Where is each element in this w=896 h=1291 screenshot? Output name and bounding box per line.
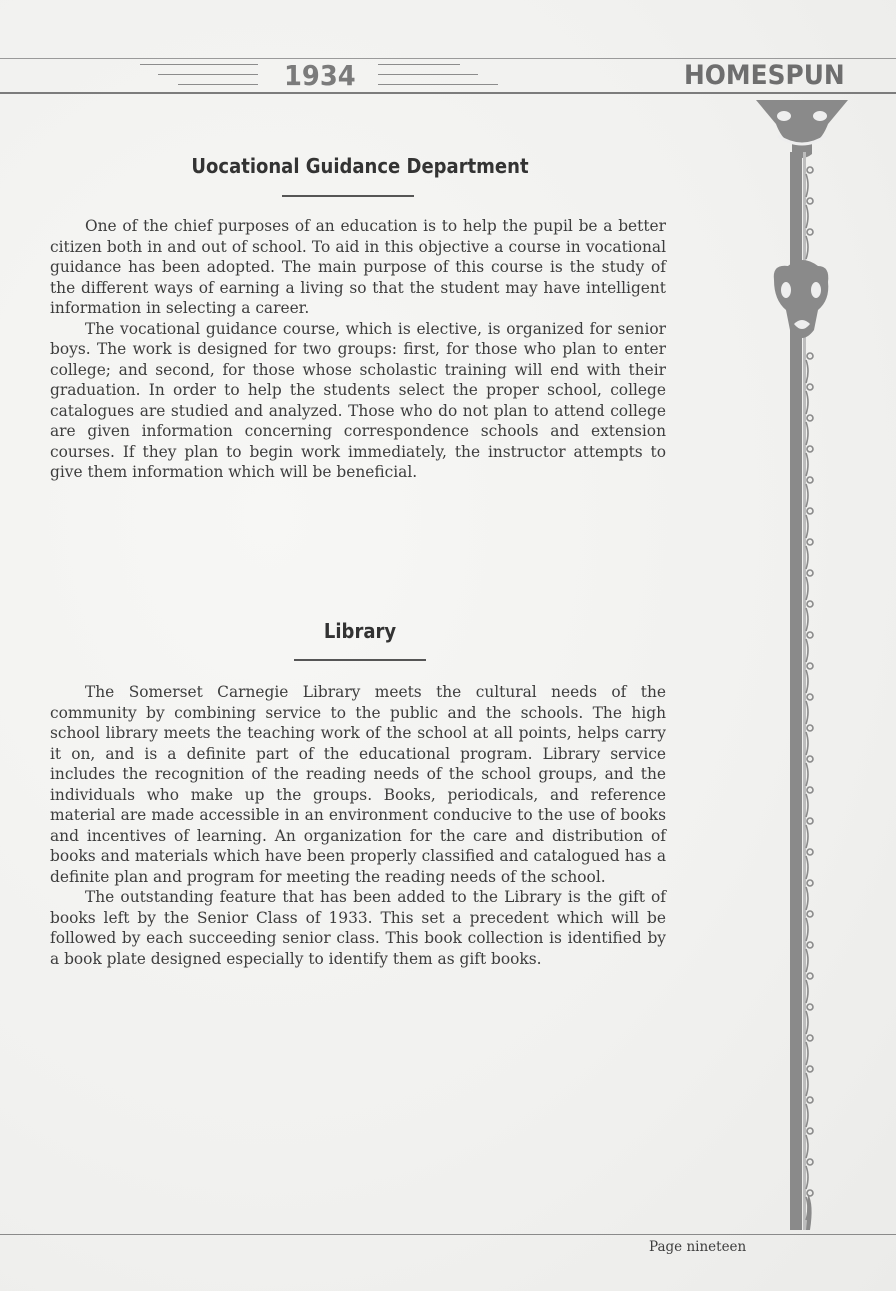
- pole-ring-icon: [807, 663, 813, 669]
- pole-scallop: [806, 1073, 808, 1096]
- pole-scallop: [806, 360, 808, 383]
- pole-scallop: [806, 1011, 808, 1034]
- pole-ring-icon: [807, 694, 813, 700]
- pole-ring-icon: [807, 508, 813, 514]
- pole-ring-icon: [807, 632, 813, 638]
- totem-pole-icon: [748, 94, 858, 1234]
- pole-scallop: [806, 825, 808, 848]
- pole-scallop: [806, 484, 808, 507]
- pole-scallop: [806, 236, 808, 259]
- pole-scallop: [806, 1197, 808, 1220]
- pole-ring-icon: [807, 415, 813, 421]
- section-body-library: [50, 682, 666, 969]
- pole-scallop: [806, 887, 808, 910]
- pole-scallop: [806, 205, 808, 228]
- pole-scallop: [806, 422, 808, 445]
- pole-ring-icon: [807, 880, 813, 886]
- footer-rule: [0, 1234, 896, 1235]
- pole-scallop: [806, 670, 808, 693]
- section-title-vocational-guidance: Uocational Guidance Department: [191, 154, 529, 178]
- section-title-underline: [282, 195, 414, 197]
- section-body-vocational-guidance: [50, 216, 666, 483]
- pole-scallop: [806, 1042, 808, 1065]
- top-face-eye-right-icon: [813, 111, 827, 121]
- pole-scallop: [806, 856, 808, 879]
- pole-scallop: [806, 391, 808, 414]
- section-title-library: Library: [323, 619, 397, 643]
- pole-ring-icon: [807, 539, 813, 545]
- top-face-eye-left-icon: [777, 111, 791, 121]
- pole-ring-icon: [807, 1004, 813, 1010]
- pole-scallop: [806, 515, 808, 538]
- pole-ring-icon: [807, 942, 813, 948]
- pole-ring-icon: [807, 601, 813, 607]
- pole-ring-icon: [807, 570, 813, 576]
- year-deco-line-left-3: [178, 84, 258, 85]
- pole-ring-icon: [807, 756, 813, 762]
- pole-ring-icon: [807, 911, 813, 917]
- pole-scallop: [806, 701, 808, 724]
- paragraph: The Somerset Carnegie Library meets the cultural needs of the community by combining service to the public and the schools. The high school library meets the teaching work of the school at all points, helps carry it on, and is a definite part of the educational program. Library service includes the recognition of the reading needs of the school groups, and the individuals who make up the groups. Books, periodicals, and reference material are made accessible in an environment conducive to the use of books and incentives of learning. An organization for the care and distribution of books and materials which have been properly classified and catalogued has a definite plan and program for meeting the reading needs of the school.: [50, 683, 666, 886]
- pole-scallop: [806, 546, 808, 569]
- pole-ring-icon: [807, 384, 813, 390]
- pole-scallop: [806, 453, 808, 476]
- pole-ring-icon: [807, 1035, 813, 1041]
- header-year: 1934: [284, 59, 356, 92]
- pole-scallop: [806, 794, 808, 817]
- pole-ring-icon: [807, 1128, 813, 1134]
- top-face-icon: [756, 100, 848, 158]
- pole-ring-icon: [807, 198, 813, 204]
- pole-ring-icon: [807, 1159, 813, 1165]
- pole-scallop: [806, 949, 808, 972]
- pole-ring-icon: [807, 1097, 813, 1103]
- page-number: Page nineteen: [649, 1239, 747, 1255]
- pole-ring-icon: [807, 818, 813, 824]
- pole-ring-icon: [807, 477, 813, 483]
- year-deco-line-right-2: [378, 74, 478, 75]
- pole-scallop: [806, 1166, 808, 1189]
- year-deco-line-left-1: [140, 64, 258, 65]
- pole-scallop: [806, 1104, 808, 1127]
- pole-scallop: [806, 577, 808, 600]
- pole-ring-icon: [807, 1066, 813, 1072]
- section-title-underline: [294, 659, 426, 661]
- year-deco-line-left-2: [158, 74, 258, 75]
- pole-ring-icon: [807, 229, 813, 235]
- pole-ring-icon: [807, 725, 813, 731]
- pole-scallop: [806, 174, 808, 197]
- publication-title: HOMESPUN: [684, 60, 845, 91]
- pole-scallop: [806, 763, 808, 786]
- year-deco-line-right-1: [378, 64, 460, 65]
- pole-scallop: [806, 639, 808, 662]
- pole-ring-icon: [807, 973, 813, 979]
- pole-scallop: [806, 918, 808, 941]
- pole-scallop: [806, 1135, 808, 1158]
- pole-ring-icon: [807, 849, 813, 855]
- pole-ring-icon: [807, 1190, 813, 1196]
- pole-ring-icon: [807, 353, 813, 359]
- pole-scallop: [806, 732, 808, 755]
- pole-scallop: [806, 608, 808, 631]
- paragraph: The outstanding feature that has been added to the Library is the gift of books left by the Senior Class of 1933. This set a precedent which will be followed by each succeeding senior class. This book collection is identified by a book plate designed especially to identify them as gift books.: [50, 888, 666, 968]
- year-deco-line-right-3: [378, 84, 498, 85]
- pole-scallop: [806, 980, 808, 1003]
- paragraph: The vocational guidance course, which is elective, is organized for senior boys. The work is designed for two groups: first, for those who plan to enter college; and second, for those whose scholastic training will end with their graduation. In order to help the students select the proper school, college catalogues are studied and analyzed. Those who do not plan to attend college are given information concerning correspondence schools and extension courses. If they plan to begin work immediately, the instructor attempts to give them information which will be beneficial.: [50, 319, 666, 481]
- pole-ring-icon: [807, 167, 813, 173]
- pole-ring-icon: [807, 787, 813, 793]
- paragraph: One of the chief purposes of an education is to help the pupil be a better citizen both in and out of school. To aid in this objective a course in vocational guidance has been adopted. The main purpose of this course is the study of the different ways of earning a living so that the student may have intelligent information in selecting a career.: [50, 217, 666, 317]
- pole-ring-icon: [807, 446, 813, 452]
